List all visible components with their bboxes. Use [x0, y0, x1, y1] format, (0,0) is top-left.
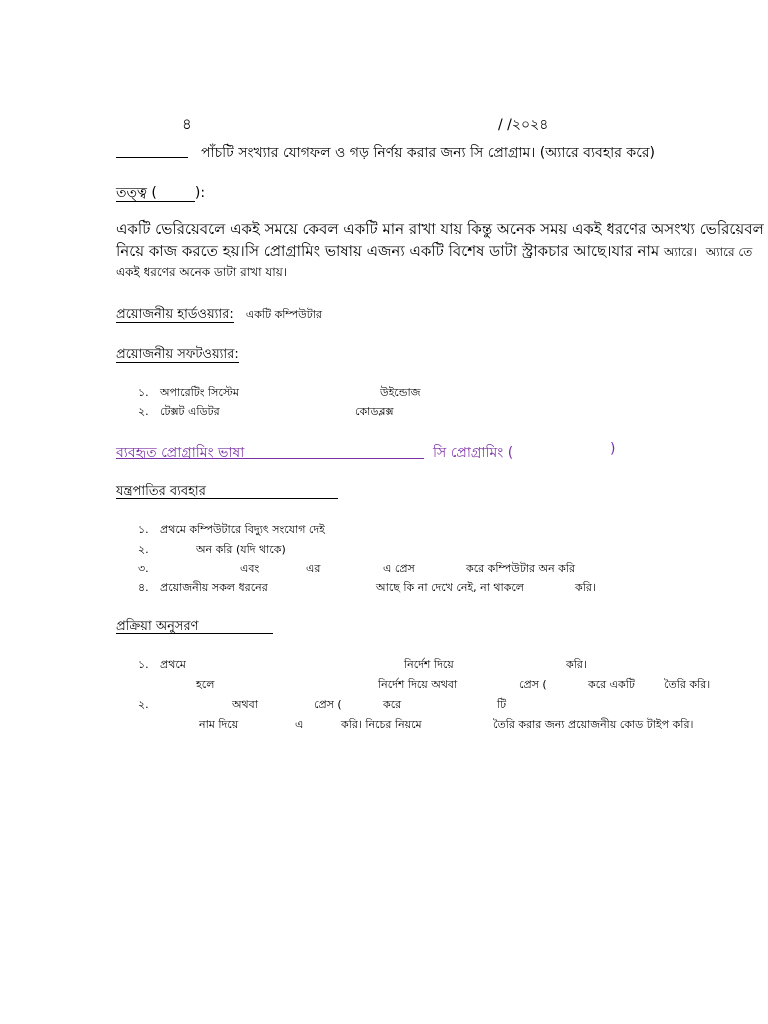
procedure-item-2-num: ২. [138, 698, 149, 711]
procedure-item-1-line-1-part-1: প্রথমে [160, 658, 186, 671]
equipment-item-4-part-3: করি। [575, 581, 596, 594]
equipment-item-3-part-2: এর [306, 562, 321, 575]
theory-line-2b: অ্যারে। [663, 245, 698, 259]
language-underline [116, 458, 424, 459]
theory-blank [157, 185, 195, 202]
software-label: প্রয়োজনীয় সফটওয়্যার: [116, 347, 239, 362]
procedure-item-1-line-1-part-2: নির্দেশ দিয়ে [404, 658, 454, 671]
software-item-2-num: ২. [138, 405, 149, 418]
theory-line-3: একই ধরণের অনেক ডাটা রাখা যায়। [116, 265, 288, 279]
language-value: সি প্রোগ্রামিং ( [433, 445, 514, 461]
procedure-item-1-line-2-part-5: তৈরি করি। [664, 678, 711, 691]
procedure-item-2-line-2-part-3: করি। নিচের নিয়মে [341, 718, 422, 731]
software-item-1-value: উইন্ডোজ [380, 386, 421, 399]
procedure-item-1-line-2-part-2: নির্দেশ দিয়ে অথবা [378, 678, 458, 691]
equipment-item-1-text: প্রথমে কম্পিউটারে বিদ্যুৎ সংযোগ দেই [160, 523, 325, 536]
software-item-2-name: টেক্সট এডিটর [160, 405, 220, 418]
hardware-value: একটি কম্পিউটার [245, 308, 322, 321]
equipment-heading: যন্ত্রপাতির ব্যবহার [116, 484, 206, 499]
language-close: ) [610, 441, 616, 457]
equipment-item-2-text: অন করি (যদি থাকে) [196, 543, 286, 556]
equipment-item-4-part-1: প্রয়োজনীয় সকল ধরনের [160, 581, 268, 594]
date: / /২০২৪ [498, 117, 549, 133]
equipment-item-3-part-1: এবং [240, 562, 260, 575]
equipment-item-2-num: ২. [138, 543, 149, 556]
equipment-item-3-part-3: এ প্রেস [383, 562, 415, 575]
procedure-item-2-line-2-part-1: নাম দিয়ে [199, 718, 239, 731]
theory-label: তত্ত্ব ( [116, 185, 157, 201]
procedure-item-1-line-1-part-3: করি। [566, 658, 587, 671]
equipment-item-1-num: ১. [138, 523, 149, 536]
procedure-item-1-line-2-part-1: হলে [196, 678, 215, 691]
procedure-item-2-line-1-part-2: প্রেস ( [314, 698, 342, 711]
procedure-item-2-line-1-part-1: অথবা [232, 698, 258, 711]
theory-line-2 [116, 240, 752, 265]
software-item-1-name: অপারেটিং সিস্টেম [160, 386, 239, 399]
equipment-item-3-part-4: করে কম্পিউটার অন করি [466, 562, 576, 575]
hardware-label: প্রয়োজনীয় হার্ডওয়্যার: [116, 307, 234, 322]
procedure-item-1-num: ১. [138, 658, 149, 671]
title-blank-line [116, 157, 188, 158]
experiment-title: পাঁচটি সংখ্যার যোগফল ও গড় নির্ণয় করার জন্য সি প্রোগ্রাম। (অ্যারে ব্যবহার করে) [201, 145, 655, 161]
hardware-row [116, 305, 322, 326]
procedure-item-2-line-1-part-4: টি [497, 698, 507, 711]
procedure-heading: প্রক্রিয়া অনুসরণ [116, 619, 199, 634]
language-label: ব্যবহৃত প্রোগ্রামিং ভাষা [116, 445, 245, 461]
theory-line-1: একটি ভেরিয়েবলে একই সময়ে কেবল একটি মান রাখা যায় কিন্তু অনেক সময় একই ধরণের অসংখ্য ভেরিয়েবল [116, 220, 764, 238]
equipment-item-3-num: ৩. [138, 562, 149, 575]
software-item-1-num: ১. [138, 386, 149, 399]
theory-line-2a: নিয়ে কাজ করতে হয়।সি প্রোগ্রামিং ভাষায় এজন্য একটি বিশেষ ডাটা স্ট্রাকচার আছে।যার নাম [116, 242, 660, 260]
equipment-underline [116, 498, 338, 499]
equipment-item-4-part-2: আছে কি না দেখে নেই, না থাকলে [376, 581, 525, 594]
software-item-2-value: কোডব্লক্স [355, 405, 394, 418]
procedure-item-1-line-2-part-3: প্রেস ( [519, 678, 547, 691]
theory-line-2c: অ্যারে তে [705, 245, 753, 259]
procedure-item-2-line-2-part-2: এ [295, 718, 304, 731]
software-heading [116, 345, 239, 366]
procedure-item-2-line-2-part-4: তৈরি করার জন্য প্রয়োজনীয় কোড টাইপ করি। [493, 718, 694, 731]
theory-heading [116, 181, 205, 205]
procedure-underline [116, 633, 273, 634]
equipment-item-4-num: ৪. [138, 581, 149, 594]
procedure-item-1-line-2-part-4: করে একটি [588, 678, 635, 691]
theory-label-end: ): [194, 185, 206, 201]
procedure-item-2-line-1-part-3: করে [383, 698, 402, 711]
experiment-number: ৪ [182, 115, 192, 133]
